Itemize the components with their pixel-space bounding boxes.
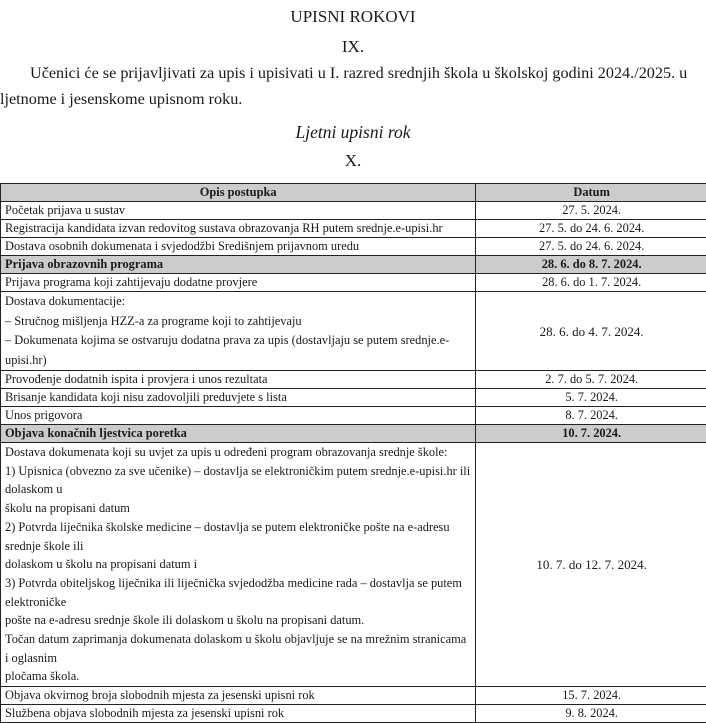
row-description	[1, 292, 476, 371]
row-description: Dostava osobnih dokumenata i svjedodžbi Središnjem prijavnom uredu	[1, 238, 476, 256]
table-row	[1, 238, 706, 256]
row-date: 27. 5. do 24. 6. 2024.	[476, 220, 706, 238]
row-description: Službena objava slobodnih mjesta za jesenski upisni rok	[1, 705, 476, 723]
table-row	[1, 371, 706, 389]
table-row	[1, 443, 706, 687]
row-date: 5. 7. 2024.	[476, 389, 706, 407]
table-row	[1, 202, 706, 220]
row-description: Početak prijava u sustav	[1, 202, 476, 220]
intro-paragraph: Učenici će se prijavljivati za upis i upisivati u I. razred srednjih škola u školskoj godini 2024./2025. u ljetnome i jesenskome upisnom roku.	[0, 60, 700, 112]
row-date: 10. 7. do 12. 7. 2024.	[476, 443, 706, 687]
document-title: UPISNI ROKOVI	[0, 7, 706, 27]
description-line: 2) Potvrda liječnika školske medicine – dostavlja se putem elektroničke pošte na e-adresu srednje škole ili	[5, 518, 471, 555]
table-row	[1, 705, 706, 723]
table-header-row	[1, 184, 706, 202]
description-line: Dostava dokumentacije:	[5, 292, 471, 312]
table-row	[1, 687, 706, 705]
section-title: Ljetni upisni rok	[0, 122, 706, 143]
article-number-ix: IX.	[0, 37, 706, 57]
table-row	[1, 220, 706, 238]
article-number-x: X.	[0, 151, 706, 171]
description-line: Točan datum zaprimanja dokumenata dolaskom u školu objavljuje se na mrežnim stranicama i oglasnim	[5, 630, 471, 667]
row-description: Prijava obrazovnih programa	[1, 256, 476, 274]
row-date: 28. 6. do 4. 7. 2024.	[476, 292, 706, 371]
row-description: Objava okvirnog broja slobodnih mjesta za jesenski upisni rok	[1, 687, 476, 705]
description-line: – Stručnog mišljenja HZZ-a za programe koji to zahtijevaju	[5, 312, 471, 332]
row-date: 27. 5. 2024.	[476, 202, 706, 220]
row-description: Registracija kandidata izvan redovitog sustava obrazovanja RH putem srednje.e-upisi.hr	[1, 220, 476, 238]
row-description: Provođenje dodatnih ispita i provjera i unos rezultata	[1, 371, 476, 389]
row-description: Brisanje kandidata koji nisu zadovoljili preduvjete s lista	[1, 389, 476, 407]
row-date: 8. 7. 2024.	[476, 407, 706, 425]
row-date: 10. 7. 2024.	[476, 425, 706, 443]
description-line: pošte na e-adresu srednje škole ili dolaskom u školu na propisani datum.	[5, 611, 471, 630]
row-description: Objava konačnih ljestvica poretka	[1, 425, 476, 443]
table-row	[1, 407, 706, 425]
table-row	[1, 389, 706, 407]
row-date: 27. 5. do 24. 6. 2024.	[476, 238, 706, 256]
column-header-description: Opis postupka	[1, 184, 476, 202]
description-line: – Dokumenata kojima se ostvaruju dodatna prava za upis (dostavljaju se putem srednje.e-upisi.hr)	[5, 331, 471, 370]
description-line: pločama škola.	[5, 667, 471, 686]
row-date: 2. 7. do 5. 7. 2024.	[476, 371, 706, 389]
row-description	[1, 443, 476, 687]
description-line: 3) Potvrda obiteljskog liječnika ili liječnička svjedodžba medicine rada – dostavlja se putem elektroničke	[5, 574, 471, 611]
column-header-date: Datum	[476, 184, 706, 202]
description-line: dolaskom u školu na propisani datum i	[5, 555, 471, 574]
enrollment-schedule-table	[0, 183, 706, 723]
table-row	[1, 292, 706, 371]
row-description: Prijava programa koji zahtijevaju dodatne provjere	[1, 274, 476, 292]
table-row-highlighted	[1, 256, 706, 274]
table-row-highlighted	[1, 425, 706, 443]
description-line: 1) Upisnica (obvezno za sve učenike) – dostavlja se elektroničkim putem srednje.e-upisi.hr ili dolaskom u	[5, 462, 471, 499]
description-line: školu na propisani datum	[5, 499, 471, 518]
row-date: 28. 6. do 1. 7. 2024.	[476, 274, 706, 292]
table-row	[1, 274, 706, 292]
row-description: Unos prigovora	[1, 407, 476, 425]
row-date: 9. 8. 2024.	[476, 705, 706, 723]
row-date: 28. 6. do 8. 7. 2024.	[476, 256, 706, 274]
description-line: Dostava dokumenata koji su uvjet za upis u određeni program obrazovanja srednje škole:	[5, 443, 471, 462]
row-date: 15. 7. 2024.	[476, 687, 706, 705]
